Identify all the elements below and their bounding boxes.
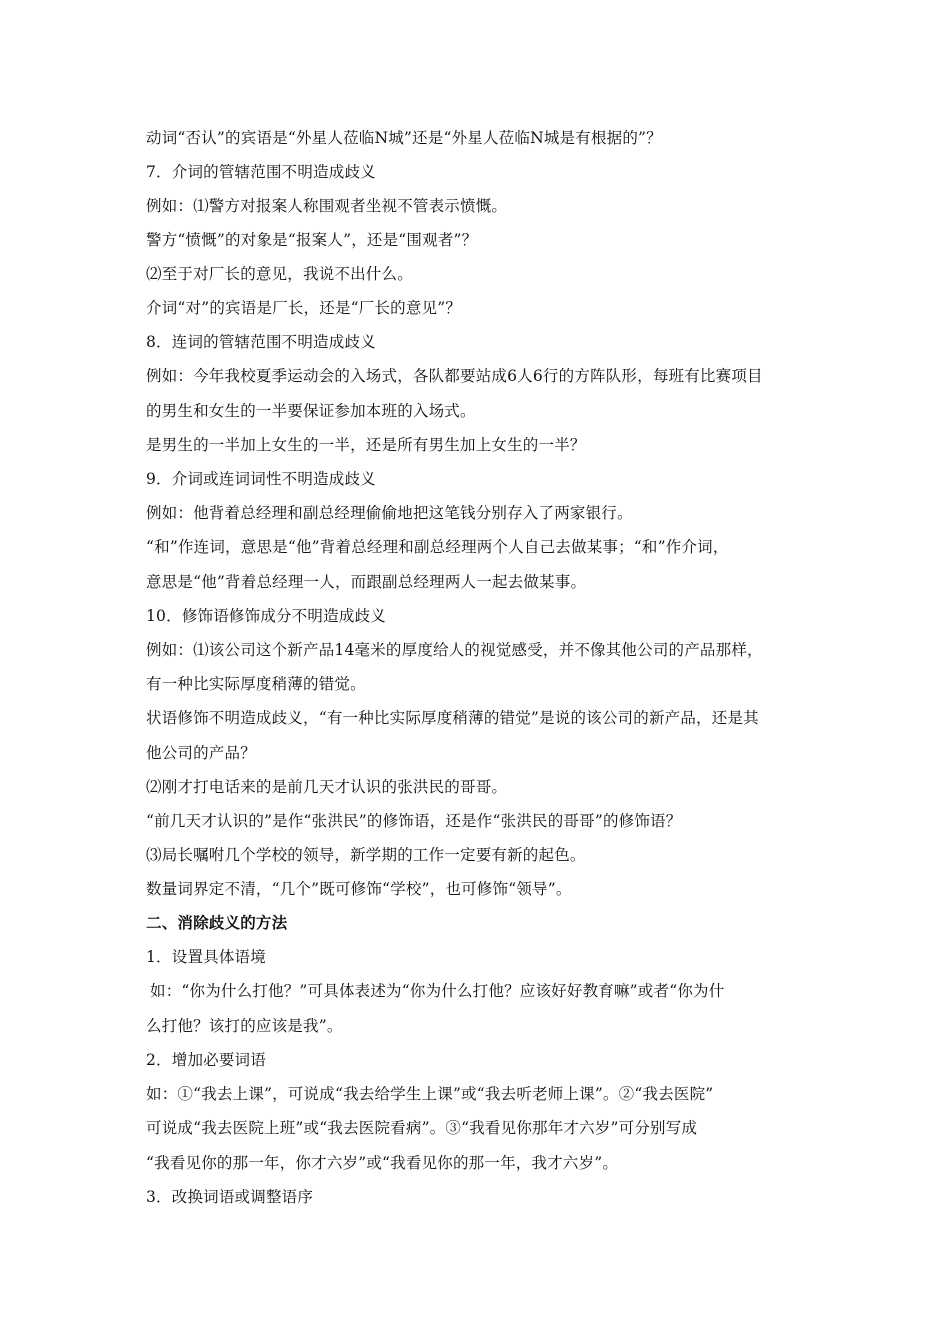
- section-heading-2: 2．增加必要词语: [146, 1051, 266, 1069]
- text-line: 可说成“我去医院上班”或“我去医院看病”。③“我看见你那年才六岁”可分别写成: [146, 1119, 698, 1137]
- section-heading-8: 8．连词的管辖范围不明造成歧义: [146, 333, 376, 351]
- text-line: 的男生和女生的一半要保证参加本班的入场式。: [146, 402, 476, 420]
- text-line: “和”作连词，意思是“他”背着总经理和副总经理两个人自己去做某事；“和”作介词，: [146, 538, 729, 556]
- text-line: 么打他？该打的应该是我”。: [146, 1017, 343, 1035]
- section-heading-9: 9．介词或连词词性不明造成歧义: [146, 470, 376, 488]
- text-line: “我看见你的那一年，你才六岁”或“我看见你的那一年，我才六岁”。: [146, 1154, 619, 1172]
- text-line: 状语修饰不明造成歧义，“有一种比实际厚度稍薄的错觉”是说的该公司的新产品，还是其: [146, 709, 759, 727]
- text-line: “前几天才认识的”是作“张洪民”的修饰语，还是作“张洪民的哥哥”的修饰语？: [146, 812, 682, 830]
- text-line: 例如：他背着总经理和副总经理偷偷地把这笔钱分别存入了两家银行。: [146, 504, 633, 522]
- text-line: 例如：⑴警方对报案人称围观者坐视不管表示愤慨。: [146, 197, 508, 215]
- text-line: 如：“你为什么打他？”可具体表述为“你为什么打他？应该好好教育嘛”或者“你为什: [150, 982, 725, 1000]
- text-line: 例如：⑴该公司这个新产品14毫米的厚度给人的视觉感受，并不像其他公司的产品那样，: [146, 641, 763, 659]
- text-line: 他公司的产品？: [146, 744, 256, 762]
- section-heading-methods: 二、消除歧义的方法: [146, 914, 288, 932]
- text-line: 是男生的一半加上女生的一半，还是所有男生加上女生的一半？: [146, 436, 586, 454]
- text-line: 意思是“他”背着总经理一人，而跟副总经理两人一起去做某事。: [146, 573, 587, 591]
- text-line: 如：①“我去上课”，可说成“我去给学生上课”或“我去听老师上课”。②“我去医院”: [146, 1085, 714, 1103]
- text-line: 例如：今年我校夏季运动会的入场式，各队都要站成6人6行的方阵队形，每班有比赛项目: [146, 367, 763, 385]
- text-line: ⑵至于对厂长的意见，我说不出什么。: [146, 265, 413, 283]
- text-line: 介词“对”的宾语是厂长，还是“厂长的意见”？: [146, 299, 462, 317]
- section-heading-10: 10．修饰语修饰成分不明造成歧义: [146, 607, 386, 625]
- section-heading-7: 7．介词的管辖范围不明造成歧义: [146, 163, 376, 181]
- text-line: 数量词界定不清，“几个”既可修饰“学校”，也可修饰“领导”。: [146, 880, 572, 898]
- text-line: ⑶局长嘱咐几个学校的领导，新学期的工作一定要有新的起色。: [146, 846, 586, 864]
- text-line: 动词“否认”的宾语是“外星人莅临N城”还是“外星人莅临N城是有根据的”？: [146, 129, 662, 147]
- text-line: 警方“愤慨”的对象是“报案人”，还是“围观者”？: [146, 231, 478, 249]
- text-line: ⑵刚才打电话来的是前几天才认识的张洪民的哥哥。: [146, 778, 508, 796]
- section-heading-1: 1．设置具体语境: [146, 948, 266, 966]
- section-heading-3: 3．改换词语或调整语序: [146, 1188, 314, 1206]
- text-line: 有一种比实际厚度稍薄的错觉。: [146, 675, 366, 693]
